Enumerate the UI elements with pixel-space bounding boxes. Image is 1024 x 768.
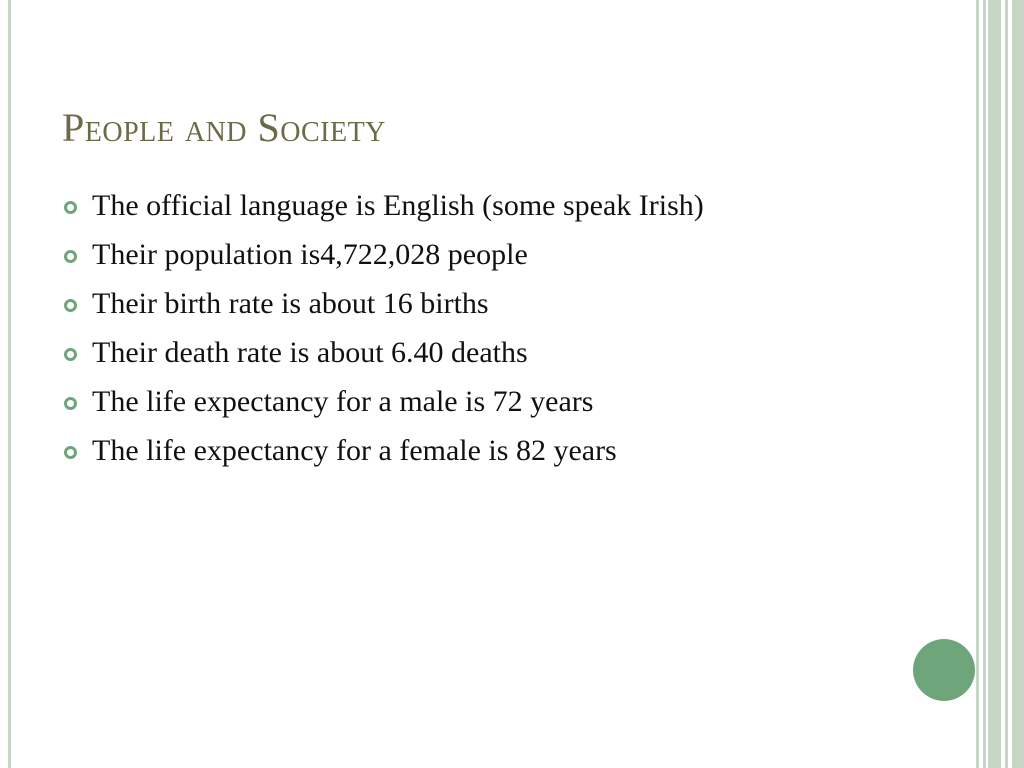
stripe (976, 0, 979, 768)
bullet-item (64, 333, 824, 373)
bullet-text: Their death rate is about 6.40 deaths (92, 336, 528, 369)
slide-title: People and Society (62, 105, 386, 150)
ring-bullet-icon (64, 250, 77, 263)
bullet-text: The life expectancy for a female is 82 years (92, 434, 617, 467)
stripe (983, 0, 986, 768)
bullet-text: Their population is4,722,028 people (92, 238, 528, 271)
green-circle-icon (913, 639, 975, 701)
bullet-item (64, 235, 824, 275)
right-decorative-stripes (976, 0, 1024, 768)
bullet-text: The official language is English (some speak Irish) (92, 189, 704, 222)
bullet-text: The life expectancy for a male is 72 years (92, 385, 594, 418)
bullet-item (64, 382, 824, 422)
ring-bullet-icon (64, 397, 77, 410)
ring-bullet-icon (64, 201, 77, 214)
ring-bullet-icon (64, 348, 77, 361)
bullet-text: Their birth rate is about 16 births (92, 287, 489, 320)
stripe (1012, 0, 1024, 768)
bullet-item (64, 186, 824, 226)
ring-bullet-icon (64, 299, 77, 312)
bullet-item (64, 284, 824, 324)
stripe (1005, 0, 1008, 768)
left-border-line (8, 0, 11, 768)
bullet-list (64, 186, 824, 480)
bullet-item (64, 431, 824, 471)
ring-bullet-icon (64, 446, 77, 459)
stripe (988, 0, 1001, 768)
